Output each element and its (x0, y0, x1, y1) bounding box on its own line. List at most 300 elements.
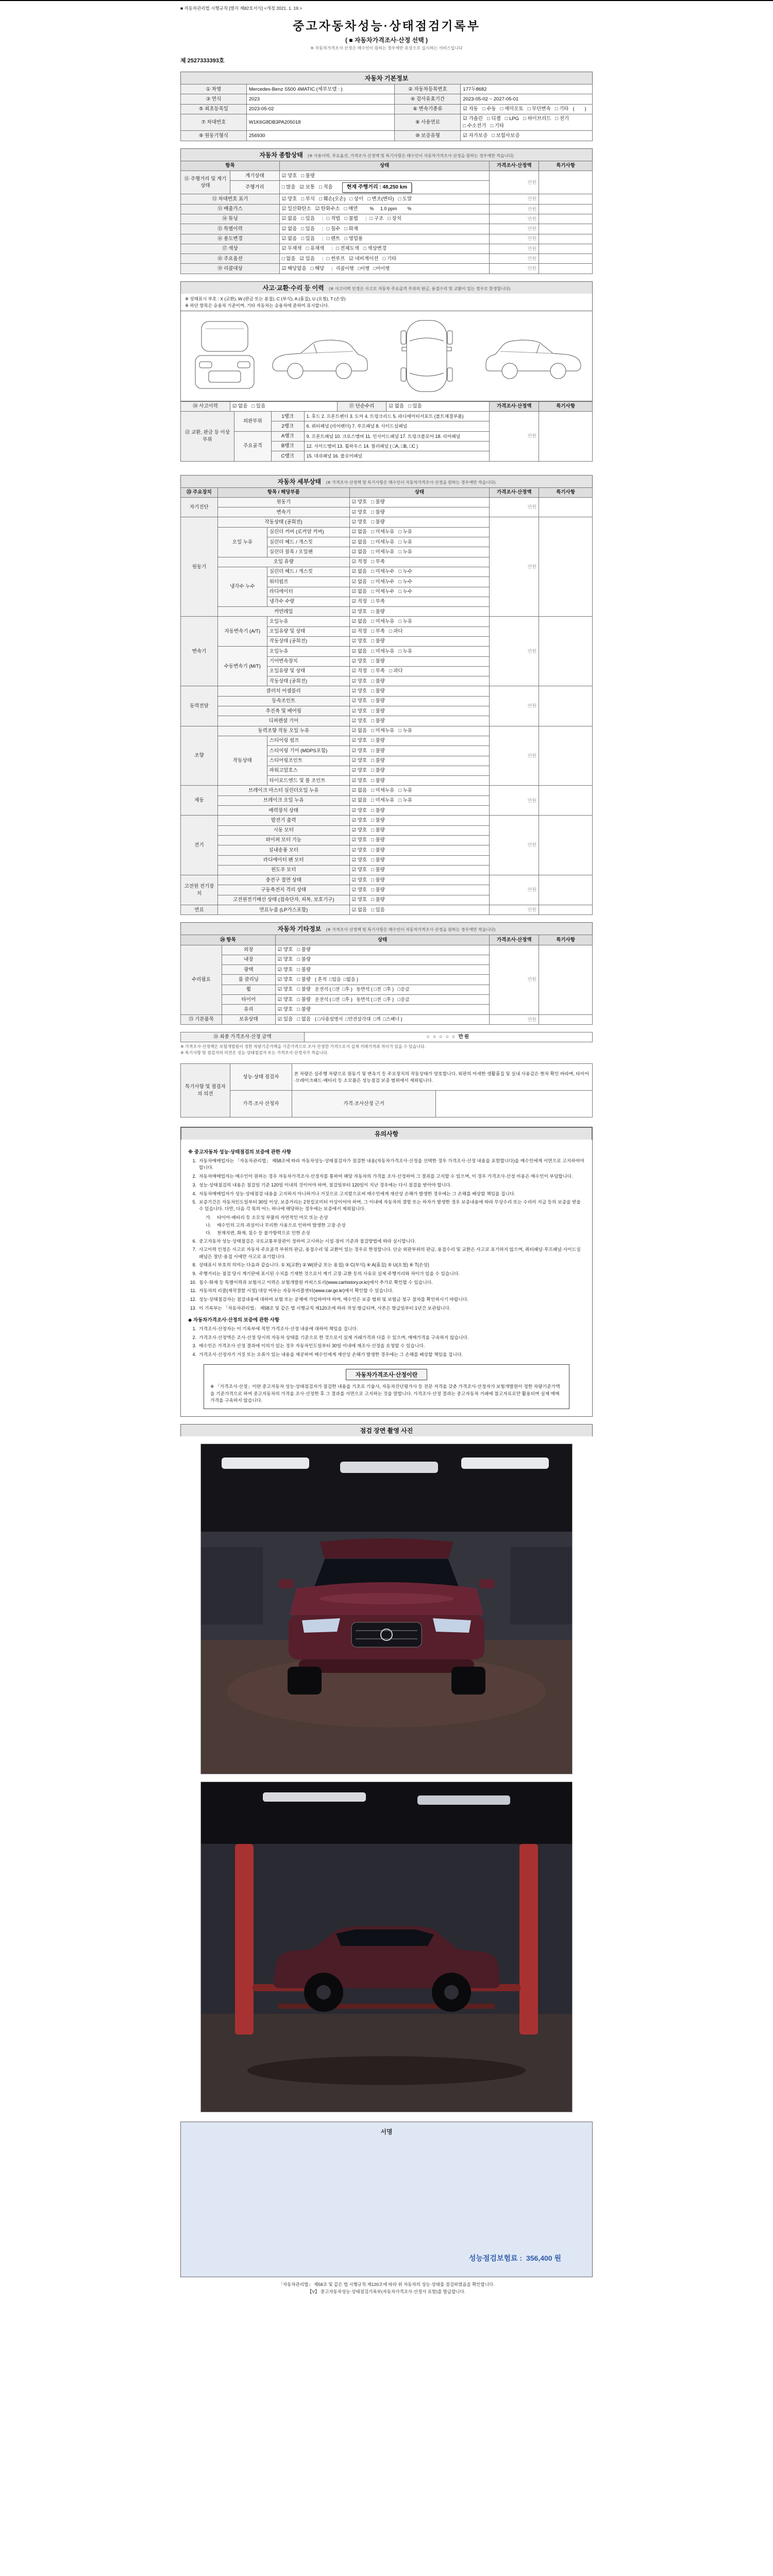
checkbox-불량[interactable]: □ 불량 (371, 847, 385, 853)
checkbox-기타[interactable]: □ 기타 (554, 106, 569, 112)
price-cell (490, 254, 539, 264)
checkbox-누수[interactable]: □ 누수 (398, 589, 412, 595)
checkbox-미세누수[interactable]: □ 미세누수 (371, 569, 395, 575)
value-cell (349, 656, 490, 666)
checkbox-양호[interactable]: ☑ 양호 (351, 678, 367, 684)
checkbox-적정[interactable]: ☑ 적정 (351, 599, 367, 605)
value-cell (349, 607, 490, 617)
checkbox-무단변속[interactable]: □ 무단변속 (527, 106, 551, 112)
checkbox-양호[interactable]: ☑ 양호 (277, 1006, 293, 1012)
item-text: 자동차매매업자는 「자동차관리법」 제58조에 따라 자동차성능·상태점검자가 점검한 내용(자동차가격조사·산정을 선택한 경우 가격조사·산정 내용을 포함합니다)을 매수인에게 서면으로 고지하여야 합니다. (199, 1158, 584, 1171)
checkbox-있음[interactable]: ☑ 있음 (277, 1016, 293, 1023)
checkbox-미세누유[interactable]: □ 미세누유 (371, 529, 395, 535)
checkbox-누유[interactable]: □ 누유 (398, 539, 412, 545)
checkbox-없음[interactable]: ☑ 없음 (351, 728, 367, 734)
cell-text: 수동변속기 (M/T) (224, 663, 261, 669)
cell-text: 동력전달 (190, 703, 209, 709)
checkbox-화재[interactable]: □ 화재 (344, 226, 358, 232)
item-number: 13. (190, 1305, 196, 1311)
note-cell (539, 194, 593, 204)
checkbox-많음[interactable]: □ 많음 (281, 184, 296, 190)
checkbox-양호[interactable]: ☑ 양호 (351, 758, 367, 764)
checkbox-누유[interactable]: □ 누유 (398, 648, 412, 654)
checkbox-양호[interactable]: ☑ 양호 (351, 817, 367, 823)
checkbox-없음[interactable]: □ 없음 (297, 1016, 311, 1023)
checkbox-불량[interactable]: □ 불량 (371, 837, 385, 843)
checkbox-불량[interactable]: □ 불량 (371, 807, 385, 814)
checkbox-영업용[interactable]: □ 영업용 (344, 236, 363, 242)
checkbox-탄화수소[interactable]: ☑ 탄화수소 (315, 206, 340, 212)
checkbox-디젤[interactable]: □ 디젤 (486, 116, 501, 122)
checkbox-불량[interactable]: □ 불량 (297, 996, 311, 1003)
checkbox-있음[interactable]: □ 있음 (301, 236, 315, 242)
cell-text: 12. 사이드멤버 13. 휠하우스 14. 필러패널 ( □A, □B, □C ) (306, 443, 418, 449)
odometer-callout: 현재 주행거리 : 48,250 km (342, 182, 412, 193)
item-label (217, 825, 349, 835)
item-label (217, 855, 349, 865)
checkbox-양호[interactable]: ☑ 양호 (351, 718, 367, 724)
checkbox-양호[interactable]: ☑ 양호 (281, 173, 297, 179)
value-cell (349, 746, 490, 756)
checkbox-양호[interactable]: ☑ 양호 (351, 897, 367, 903)
checkbox-양호[interactable]: ☑ 양호 (351, 698, 367, 704)
checkbox-미세누수[interactable]: □ 미세누수 (371, 579, 395, 585)
checkbox-불량[interactable]: □ 불량 (371, 519, 385, 525)
checkbox-훼손(오손)[interactable]: □ 훼손(오손) (319, 196, 346, 202)
item-label (217, 517, 349, 527)
checkbox-색상변경[interactable]: □ 색상변경 (363, 246, 387, 252)
price-cell (490, 194, 539, 204)
checkbox-미세누유[interactable]: □ 미세누유 (371, 539, 395, 545)
checkbox-적정[interactable]: ☑ 적정 (351, 559, 367, 565)
item-label (217, 905, 349, 915)
notice-item (188, 1351, 585, 1358)
checkbox-없음[interactable]: ☑ 없음 (351, 907, 367, 913)
cell-text: ㉕ 기본품목 (189, 1016, 214, 1023)
checkbox-누수[interactable]: □ 누수 (398, 569, 412, 575)
notice-item (188, 1305, 585, 1312)
checkbox-불량[interactable]: □ 불량 (371, 509, 385, 515)
checkbox-양호[interactable]: ☑ 양호 (351, 827, 367, 834)
checkbox-양호[interactable]: ☑ 양호 (351, 807, 367, 814)
value-cell (349, 626, 490, 636)
checkbox-불량[interactable]: □ 불량 (371, 499, 385, 505)
checkbox-해당[interactable]: □ 해당 (310, 265, 325, 272)
price-cell (490, 244, 539, 253)
checkbox-누유[interactable]: □ 누유 (398, 787, 412, 793)
cell-text: 1랭크 (281, 413, 294, 419)
signature-title: 서명 (380, 2128, 393, 2136)
section-note: (※ 사용이력, 주요옵션, 가격조사·산정액 및 특기사항은 매수인이 자동차가격조사·산정을 원하는 경우에만 적습니다) (308, 153, 514, 158)
item-label (217, 816, 349, 825)
column-header (539, 487, 593, 497)
cell-text: ⑧ 사용연료 (415, 120, 440, 126)
cell-text: W1K6G8DB3PA205018 (248, 120, 301, 126)
checkbox-부족[interactable]: □ 부족 (371, 599, 385, 605)
checkbox-양호[interactable]: ☑ 양호 (351, 638, 367, 645)
cell-text: ㉔ 항목 (220, 937, 236, 943)
value-cell (279, 181, 490, 194)
checkbox-없음[interactable]: ☑ 없음 (281, 236, 297, 242)
cell-text: 룸 클리닝 (238, 976, 259, 982)
checkbox-누유[interactable]: □ 누유 (398, 728, 412, 734)
checkbox-불량[interactable]: □ 불량 (371, 638, 385, 645)
checkbox-불량[interactable]: □ 불량 (371, 688, 385, 694)
checkbox-양호[interactable]: ☑ 양호 (351, 837, 367, 843)
checkbox-전기[interactable]: □ 전기 (555, 116, 569, 122)
checkbox-없음[interactable]: ☑ 없음 (351, 589, 367, 595)
cell-text: 만원 (527, 907, 537, 912)
checkbox-일산화탄소[interactable]: ☑ 일산화탄소 (281, 206, 311, 212)
value-cell (349, 835, 490, 845)
column-header (217, 487, 349, 497)
checkbox-없음[interactable]: ☑ 없음 (351, 579, 367, 585)
checkbox-양호[interactable]: ☑ 양호 (277, 967, 293, 973)
checkbox-유채색[interactable]: □ 유채색 (306, 246, 325, 252)
checkbox-양호[interactable]: ☑ 양호 (351, 877, 367, 883)
checkbox-양호[interactable]: ☑ 양호 (351, 867, 367, 873)
checkbox-불량[interactable]: □ 불량 (371, 777, 385, 784)
note-cell (539, 234, 593, 244)
checkbox-없음[interactable]: ☑ 없음 (351, 798, 367, 804)
item-number: 3. (192, 1182, 196, 1188)
item-number: 9. (192, 1270, 196, 1276)
cell-text: ㉑ 단순수리 (349, 403, 375, 410)
cell-text: 만원 (527, 256, 537, 261)
field-label (395, 114, 461, 131)
price-cell (490, 617, 539, 686)
notice-item (188, 1287, 585, 1294)
cell-text: 파워고압호스 (269, 768, 298, 774)
cell-text: B랭크 (281, 443, 294, 449)
cell-text: 고전원 전기장치 (184, 884, 214, 896)
appraisal-basis-value (436, 1091, 593, 1117)
note-cell (539, 214, 593, 224)
table-row (181, 1064, 593, 1091)
checkbox-양호[interactable]: ☑ 양호 (281, 196, 297, 202)
checkbox-불량[interactable]: □ 불량 (371, 867, 385, 873)
cell-text: ⑮ 특별이력 (217, 226, 243, 232)
checkbox-있음[interactable]: □ 있음 (408, 403, 422, 410)
checkbox-보통[interactable]: ☑ 보통 (299, 184, 315, 190)
price-cell (490, 497, 539, 517)
checkbox-불량[interactable]: □ 불량 (371, 768, 385, 774)
checkbox-매연[interactable]: □ 매연 (344, 206, 358, 212)
checkbox-과다[interactable]: □ 과다 (389, 629, 403, 635)
checkbox-썬루프[interactable]: □ 썬루프 (326, 256, 345, 262)
checkbox-미세누유[interactable]: □ 미세누유 (371, 648, 395, 654)
cell-text: 고전원전기배선 상태 (접속단자, 피복, 보호기구) (232, 897, 334, 903)
checkbox-양호[interactable]: ☑ 양호 (351, 608, 367, 615)
table-row (181, 264, 593, 274)
price-definition-box (204, 1364, 569, 1409)
cell-text: 256930 (248, 132, 265, 139)
checkbox-양호[interactable]: ☑ 양호 (277, 976, 293, 982)
checkbox-양호[interactable]: ☑ 양호 (351, 738, 367, 744)
value-cell (279, 264, 490, 274)
checkbox-LPG[interactable]: □ LPG (505, 116, 519, 122)
cell-text: 6. 쿼터패널 (리어펜더) 7. 루프패널 8. 사이드실패널 (306, 423, 408, 429)
section-title-text: 자동차 종합상태 (259, 151, 303, 159)
checkbox-양호[interactable]: ☑ 양호 (351, 847, 367, 853)
item-text: 성능·상태점검의 내용은 점검일 기준 120일 이내의 것이어야 하며, 점검일부터 120일이 지난 경우에는 다시 점검을 받아야 합니다. (199, 1182, 452, 1188)
checkbox-구조[interactable]: □ 구조 (369, 216, 384, 222)
checkbox-부식[interactable]: □ 부식 (301, 196, 315, 202)
checkbox-미세누수[interactable]: □ 미세누수 (371, 589, 395, 595)
checkbox-무채색[interactable]: ☑ 무채색 (281, 246, 302, 252)
accident-flags-table (180, 401, 593, 412)
value-cell (275, 955, 489, 964)
table-row (181, 726, 593, 736)
checkbox-자가보증[interactable]: ☑ 자가보증 (463, 132, 488, 139)
cell-text: 동력조향 작동 오일 누유 (258, 728, 310, 734)
note-cell (539, 244, 593, 253)
checkbox-없음[interactable]: ☑ 없음 (351, 787, 367, 793)
item-label (217, 557, 349, 567)
checkbox-있음[interactable]: □ 있음 (301, 216, 315, 222)
checkbox-없음[interactable]: ☑ 없음 (351, 529, 367, 535)
item-label (222, 985, 275, 994)
checkbox-변조(변타)[interactable]: □ 변조(변타) (367, 196, 394, 202)
cost-table (180, 1032, 593, 1042)
checkbox-렌트[interactable]: □ 렌트 (326, 236, 341, 242)
section-note: (※ 가격조사·산정액 및 특기사항은 매수인이 자동차가격조사·산정을 원하는 경우에만 적습니다) (326, 927, 496, 933)
checkbox-도말[interactable]: □ 도말 (398, 196, 412, 202)
item-label (217, 507, 349, 517)
checkbox-있음[interactable]: ☑ 있음 (299, 256, 315, 262)
checkbox-불량[interactable]: □ 불량 (371, 877, 385, 883)
part-label (267, 766, 349, 775)
checkbox-있음[interactable]: □ 있음 (251, 403, 266, 410)
checkbox-적정[interactable]: ☑ 적정 (351, 668, 367, 674)
checkbox-미세누유[interactable]: □ 미세누유 (371, 728, 395, 734)
checkbox-불량[interactable]: □ 불량 (371, 658, 385, 665)
checkbox-미세누유[interactable]: □ 미세누유 (371, 549, 395, 555)
checkbox-누유[interactable]: □ 누유 (398, 549, 412, 555)
checkbox-양호[interactable]: ☑ 양호 (277, 996, 293, 1003)
checkbox-불량[interactable]: □ 불량 (371, 608, 385, 615)
field-label (181, 497, 218, 517)
value-cell (349, 507, 490, 517)
checkbox-양호[interactable]: ☑ 양호 (351, 708, 367, 714)
checkbox-불량[interactable]: □ 불량 (371, 827, 385, 834)
checkbox-있음[interactable]: □ 있음 (301, 226, 315, 232)
column-header (181, 487, 218, 497)
notice-item (188, 1262, 585, 1268)
item-label (217, 607, 349, 617)
part-label (267, 776, 349, 786)
value-cell (279, 171, 490, 181)
item-label (217, 786, 349, 795)
cell-text: ⑳ 사고이력 (193, 403, 218, 410)
value-cell (304, 431, 490, 441)
checkbox-불량[interactable]: □ 불량 (371, 817, 385, 823)
checkbox-양호[interactable]: ☑ 양호 (351, 658, 367, 665)
checkbox-없음[interactable]: ☑ 없음 (389, 403, 404, 410)
table-row (181, 1091, 593, 1117)
price-cell (490, 171, 539, 194)
checkbox-미세누유[interactable]: □ 미세누유 (371, 787, 395, 793)
cell-extra-text: ( 흔적 □있음 □없음 ) (315, 976, 359, 982)
item-text: 천재지변, 화재, 침수 등 불가항력으로 인한 손상 (217, 1230, 311, 1236)
checkbox-없음[interactable]: ☑ 없음 (351, 648, 367, 654)
checkbox-없음[interactable]: ☑ 없음 (351, 569, 367, 575)
checkbox-자동[interactable]: ☑ 자동 (463, 106, 478, 112)
checkbox-불법[interactable]: □ 불법 (344, 216, 358, 222)
notice-list (188, 1158, 585, 1312)
checkbox-양호[interactable]: ☑ 양호 (351, 688, 367, 694)
cell-text: ⑲ 리콜대상 (217, 265, 243, 272)
checkbox-누수[interactable]: □ 누수 (398, 579, 412, 585)
checkbox-가솔린[interactable]: ☑ 가솔린 (463, 116, 483, 122)
checkbox-있음[interactable]: □ 있음 (371, 907, 385, 913)
value-cell (349, 885, 490, 895)
document (180, 1, 593, 2295)
checkbox-침수[interactable]: □ 침수 (326, 226, 341, 232)
checkbox-상이[interactable]: □ 상이 (349, 196, 364, 202)
checkbox-없음[interactable]: ☑ 없음 (232, 403, 248, 410)
checkbox-누유[interactable]: □ 누유 (398, 798, 412, 804)
checkbox-보험사보증[interactable]: □ 보험사보증 (492, 132, 520, 139)
checkbox-양호[interactable]: ☑ 양호 (351, 499, 367, 505)
checkbox-미세누유[interactable]: □ 미세누유 (371, 798, 395, 804)
cell-text: 특기사항 (556, 937, 575, 943)
price-definition-title: 자동차가격조사·산정이란 (346, 1369, 428, 1380)
checkbox-불량[interactable]: □ 불량 (371, 718, 385, 724)
checkbox-전체도색[interactable]: □ 전체도색 (335, 246, 359, 252)
checkbox-양호[interactable]: ☑ 양호 (351, 887, 367, 893)
cell-text: 만원 (527, 887, 537, 893)
cell-text: 만원 (527, 703, 537, 709)
cell-text: 만원 (527, 226, 537, 232)
checkbox-양호[interactable]: ☑ 양호 (351, 519, 367, 525)
checkbox-부족[interactable]: □ 부족 (371, 668, 385, 674)
checkbox-없음[interactable]: □ 없음 (281, 256, 296, 262)
checkbox-양호[interactable]: ☑ 양호 (351, 857, 367, 863)
checkbox-수소전기[interactable]: □ 수소전기 (463, 123, 486, 129)
checkbox-양호[interactable]: ☑ 양호 (277, 947, 293, 953)
cell-text: 전기 (194, 842, 204, 849)
inspection-photo-lift (200, 1782, 573, 2112)
checkbox-적음[interactable]: □ 적음 (319, 184, 333, 190)
checkbox-불량[interactable]: □ 불량 (371, 748, 385, 754)
checkbox-불량[interactable]: □ 불량 (297, 947, 311, 953)
value-cell (275, 965, 489, 975)
checkbox-없음[interactable]: ☑ 없음 (351, 618, 367, 624)
divider: | (322, 236, 324, 242)
item-text: 자동차매매업자가 성능·상태점검 내용을 고지하지 아니하거나 거짓으로 고지함으로써 매수인에게 재산상 손해가 발생한 경우에는 그 손해를 배상할 책임을 집니다. (199, 1191, 515, 1196)
checkbox-누유[interactable]: □ 누유 (398, 529, 412, 535)
checkbox-부족[interactable]: □ 부족 (371, 629, 385, 635)
checkbox-기타[interactable]: □ 기타 (382, 256, 397, 262)
cell-text: 만원 (527, 179, 537, 185)
checkbox-불량[interactable]: □ 불량 (297, 957, 311, 963)
checkbox-누유[interactable]: □ 누유 (398, 618, 412, 624)
price-cell (490, 816, 539, 875)
cell-text: ⑤ 최초등록일 (198, 106, 228, 112)
checkbox-수동[interactable]: □ 수동 (482, 106, 496, 112)
checkbox-불량[interactable]: □ 불량 (371, 738, 385, 744)
value-cell (304, 441, 490, 451)
price-definition-text: ※ 「가격조사·산정」이란 중고자동차 성능·상태점검자가 점검한 내용을 기초로 기술사, 자동차진단평가사 등 전문 자격을 갖춘 가격조사·산정자가 보험개발원이 정한 차량기준가액을 기준가격으로 하여 중고자동차의 가격을 조사·산정한 후 그 결과를 서면으로 고지하는 것을 말합니다. 가격조사·산정 결과는 중고자동차 거래에 참고자료로만 활용되며 실제 매매가격을 구속하지 않습니다. (210, 1384, 560, 1403)
cell-text: 2랭크 (281, 423, 294, 429)
checkbox-해당없음[interactable]: ☑ 해당없음 (281, 265, 307, 272)
checkbox-불량[interactable]: □ 불량 (371, 897, 385, 903)
table-row (181, 244, 593, 253)
checkbox-부족[interactable]: □ 부족 (371, 559, 385, 565)
cell-extra-text: 리콜이행 □이행 □미이행 (335, 265, 390, 271)
cell-text: 만원 (527, 842, 537, 848)
signature-section (180, 2122, 593, 2277)
checkbox-양호[interactable]: ☑ 양호 (351, 768, 367, 774)
section-accident-history (180, 281, 593, 462)
checkbox-적정[interactable]: ☑ 적정 (351, 629, 367, 635)
note-cell (539, 617, 593, 686)
value-cell (279, 224, 490, 234)
checkbox-없음[interactable]: ☑ 없음 (281, 226, 297, 232)
checkbox-양호[interactable]: ☑ 양호 (277, 987, 293, 993)
cell-text: 외판부위 (243, 418, 262, 425)
divider: | (322, 226, 324, 232)
field-label (181, 254, 280, 264)
checkbox-불량[interactable]: □ 불량 (371, 758, 385, 764)
checkbox-불량[interactable]: □ 불량 (371, 698, 385, 704)
section-etc (180, 922, 593, 1025)
checkbox-양호[interactable]: ☑ 양호 (351, 777, 367, 784)
field-label (181, 1014, 222, 1024)
note-cell (539, 786, 593, 816)
cell-text: A랭크 (281, 433, 294, 439)
checkbox-불량[interactable]: □ 불량 (371, 857, 385, 863)
cell-text: 2023 (248, 96, 260, 102)
checkbox-불량[interactable]: □ 불량 (297, 1006, 311, 1012)
checkbox-없음[interactable]: ☑ 없음 (351, 539, 367, 545)
checkbox-과다[interactable]: □ 과다 (389, 668, 403, 674)
checkbox-불량[interactable]: □ 불량 (297, 976, 311, 982)
checkbox-적법[interactable]: □ 적법 (326, 216, 341, 222)
checkbox-없음[interactable]: ☑ 없음 (281, 216, 297, 222)
value-cell (349, 636, 490, 646)
cost-note-2: ※ 특기사항 및 점검자의 의견은 성능·상태점검자 또는 가격조사·산정자가 적습니다. (180, 1050, 329, 1056)
item-number: 3. (192, 1343, 196, 1349)
checkbox-양호[interactable]: ☑ 양호 (351, 509, 367, 515)
cell-text: 작동상태 (공회전) (264, 519, 303, 525)
checkbox-장치[interactable]: □ 장치 (388, 216, 401, 222)
page-subtitle: ( ■ 자동차가격조사·산정 선택 ) (345, 37, 428, 44)
field-label (181, 945, 222, 1014)
inspector-label (230, 1064, 292, 1091)
value-cell (349, 537, 490, 547)
checkbox-하이브리드[interactable]: □ 하이브리드 (523, 116, 551, 122)
checkbox-양호[interactable]: ☑ 양호 (351, 748, 367, 754)
checkbox-불량[interactable]: □ 불량 (371, 678, 385, 684)
checkbox-네비게이션[interactable]: ☑ 네비게이션 (349, 256, 379, 262)
section-cost (180, 1032, 593, 1056)
item-number: 7. (192, 1247, 196, 1252)
notice-item (188, 1191, 585, 1197)
checkbox-없음[interactable]: ☑ 없음 (351, 549, 367, 555)
checkbox-양호[interactable]: ☑ 양호 (277, 957, 293, 963)
checkbox-불량[interactable]: □ 불량 (371, 887, 385, 893)
checkbox-불량[interactable]: □ 불량 (301, 173, 315, 179)
checkbox-불량[interactable]: □ 불량 (371, 708, 385, 714)
checkbox-기타[interactable]: □ 기타 (490, 123, 505, 129)
checkbox-불량[interactable]: □ 불량 (297, 987, 311, 993)
table-row (181, 234, 593, 244)
checkbox-불량[interactable]: □ 불량 (297, 967, 311, 973)
checkbox-세미오토[interactable]: □ 세미오토 (500, 106, 524, 112)
checkbox-미세누유[interactable]: □ 미세누유 (371, 618, 395, 624)
